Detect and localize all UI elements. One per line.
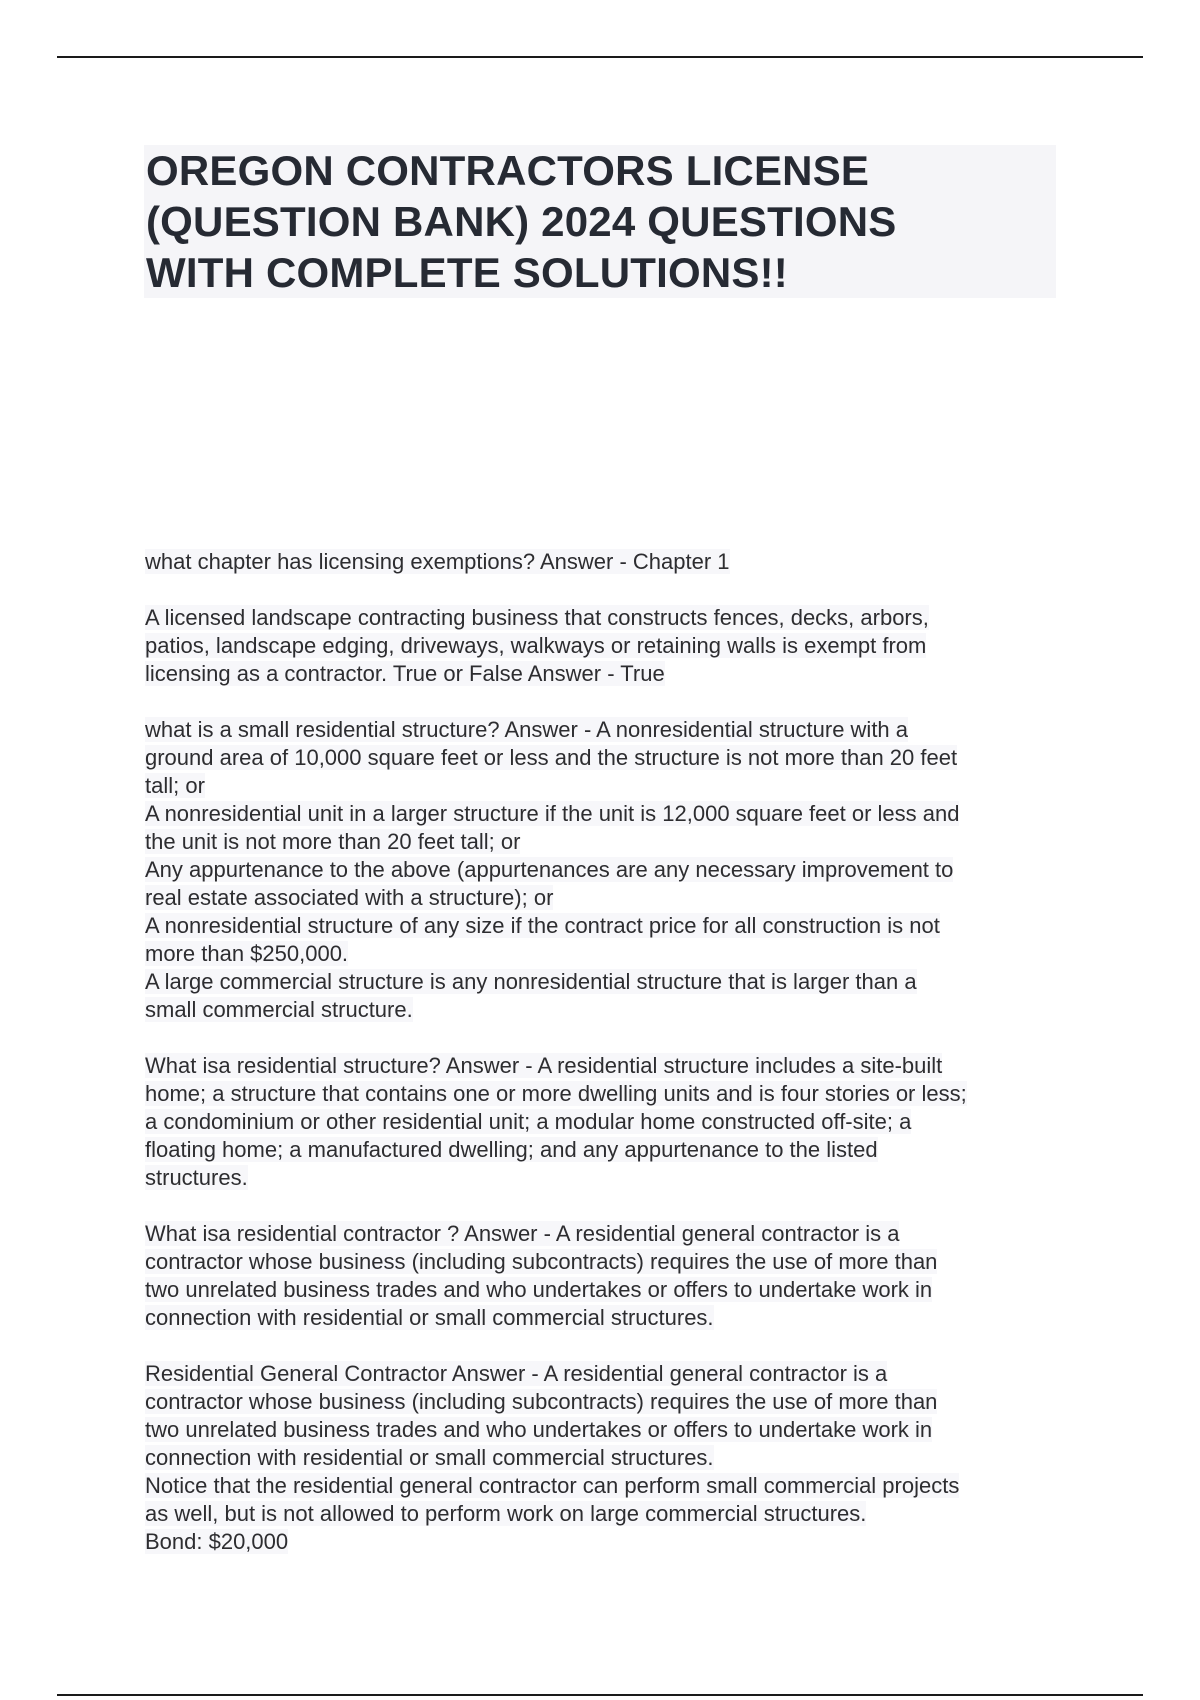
title-line: WITH COMPLETE SOLUTIONS!! [146,249,788,296]
qa-line-text: two unrelated business trades and who undertakes or offers to undertake work in [145,1277,933,1302]
qa-line-text: contractor whose business (including subcontracts) requires the use of more than [145,1249,938,1274]
qa-line [145,1164,1065,1192]
qa-line [145,604,1065,632]
qa-line [145,828,1065,856]
qa-line-text: Notice that the residential general contractor can perform small commercial projects [145,1473,960,1498]
qa-block [145,1360,1065,1556]
qa-line-text: tall; or [145,773,205,798]
qa-line [145,800,1065,828]
qa-line-text: what is a small residential structure? Answer - A nonresidential structure with a [145,717,909,742]
qa-line-text: as well, but is not allowed to perform work on large commercial structures. [145,1501,867,1526]
qa-line [145,716,1065,744]
qa-line-text: a condominium or other residential unit; a modular home constructed off-site; a [145,1109,912,1134]
qa-line [145,1444,1065,1472]
qa-line [145,912,1065,940]
qa-line [145,1416,1065,1444]
qa-line-text: structures. [145,1165,248,1190]
qa-line [145,1276,1065,1304]
qa-line-text: What isa residential contractor ? Answer - A residential general contractor is a [145,1221,900,1246]
qa-line-text: contractor whose business (including subcontracts) requires the use of more than [145,1389,938,1414]
qa-line-text: two unrelated business trades and who undertakes or offers to undertake work in [145,1417,933,1442]
qa-line-text: What isa residential structure? Answer - A residential structure includes a site-built [145,1053,943,1078]
qa-line [145,856,1065,884]
qa-block [145,716,1065,1024]
qa-line-text: real estate associated with a structure); or [145,885,554,910]
qa-line-text: licensing as a contractor. True or False Answer - True [145,661,665,686]
qa-line [145,744,1065,772]
qa-line-text: ground area of 10,000 square feet or less and the structure is not more than 20 feet [145,745,958,770]
question-answer-list [145,548,1065,1584]
qa-line [145,1080,1065,1108]
qa-line [145,884,1065,912]
qa-line-text: patios, landscape edging, driveways, walkways or retaining walls is exempt from [145,633,927,658]
qa-line [145,1304,1065,1332]
qa-line-text: what chapter has licensing exemptions? Answer - Chapter 1 [145,549,730,574]
qa-line-text: connection with residential or small commercial structures. [145,1445,714,1470]
qa-line-text: home; a structure that contains one or more dwelling units and is four stories or less; [145,1081,967,1106]
qa-line [145,1528,1065,1556]
qa-line-text: more than $250,000. [145,941,349,966]
qa-block [145,1052,1065,1192]
qa-line [145,772,1065,800]
header-rule [57,56,1143,58]
qa-line [145,1220,1065,1248]
qa-line [145,996,1065,1024]
qa-line-text: the unit is not more than 20 feet tall; or [145,829,521,854]
qa-line [145,1360,1065,1388]
qa-line [145,1136,1065,1164]
qa-line [145,660,1065,688]
qa-line [145,1108,1065,1136]
qa-line-text: small commercial structure. [145,997,413,1022]
qa-line-text: connection with residential or small commercial structures. [145,1305,714,1330]
title-line: (QUESTION BANK) 2024 QUESTIONS [146,198,897,245]
qa-line-text: A large commercial structure is any nonresidential structure that is larger than a [145,969,917,994]
qa-line-text: A nonresidential structure of any size if the contract price for all construction is not [145,913,940,938]
qa-line [145,632,1065,660]
qa-line-text: floating home; a manufactured dwelling; and any appurtenance to the listed [145,1137,878,1162]
qa-line [145,968,1065,996]
qa-line-text: A licensed landscape contracting business that constructs fences, decks, arbors, [145,605,929,630]
qa-line-text: Residential General Contractor Answer - A residential general contractor is a [145,1361,888,1386]
qa-line-text: A nonresidential unit in a larger structure if the unit is 12,000 square feet or less and [145,801,960,826]
title-line: OREGON CONTRACTORS LICENSE [146,147,870,194]
qa-line [145,940,1065,968]
document-title [144,145,1056,298]
footer-rule [57,1694,1143,1696]
qa-block [145,548,1065,576]
qa-line [145,1248,1065,1276]
qa-line [145,1472,1065,1500]
qa-line [145,1500,1065,1528]
qa-line-text: Bond: $20,000 [145,1529,289,1554]
qa-line [145,1052,1065,1080]
qa-line-text: Any appurtenance to the above (appurtenances are any necessary improvement to [145,857,954,882]
qa-line [145,1388,1065,1416]
qa-block [145,604,1065,688]
qa-line [145,548,1065,576]
qa-block [145,1220,1065,1332]
